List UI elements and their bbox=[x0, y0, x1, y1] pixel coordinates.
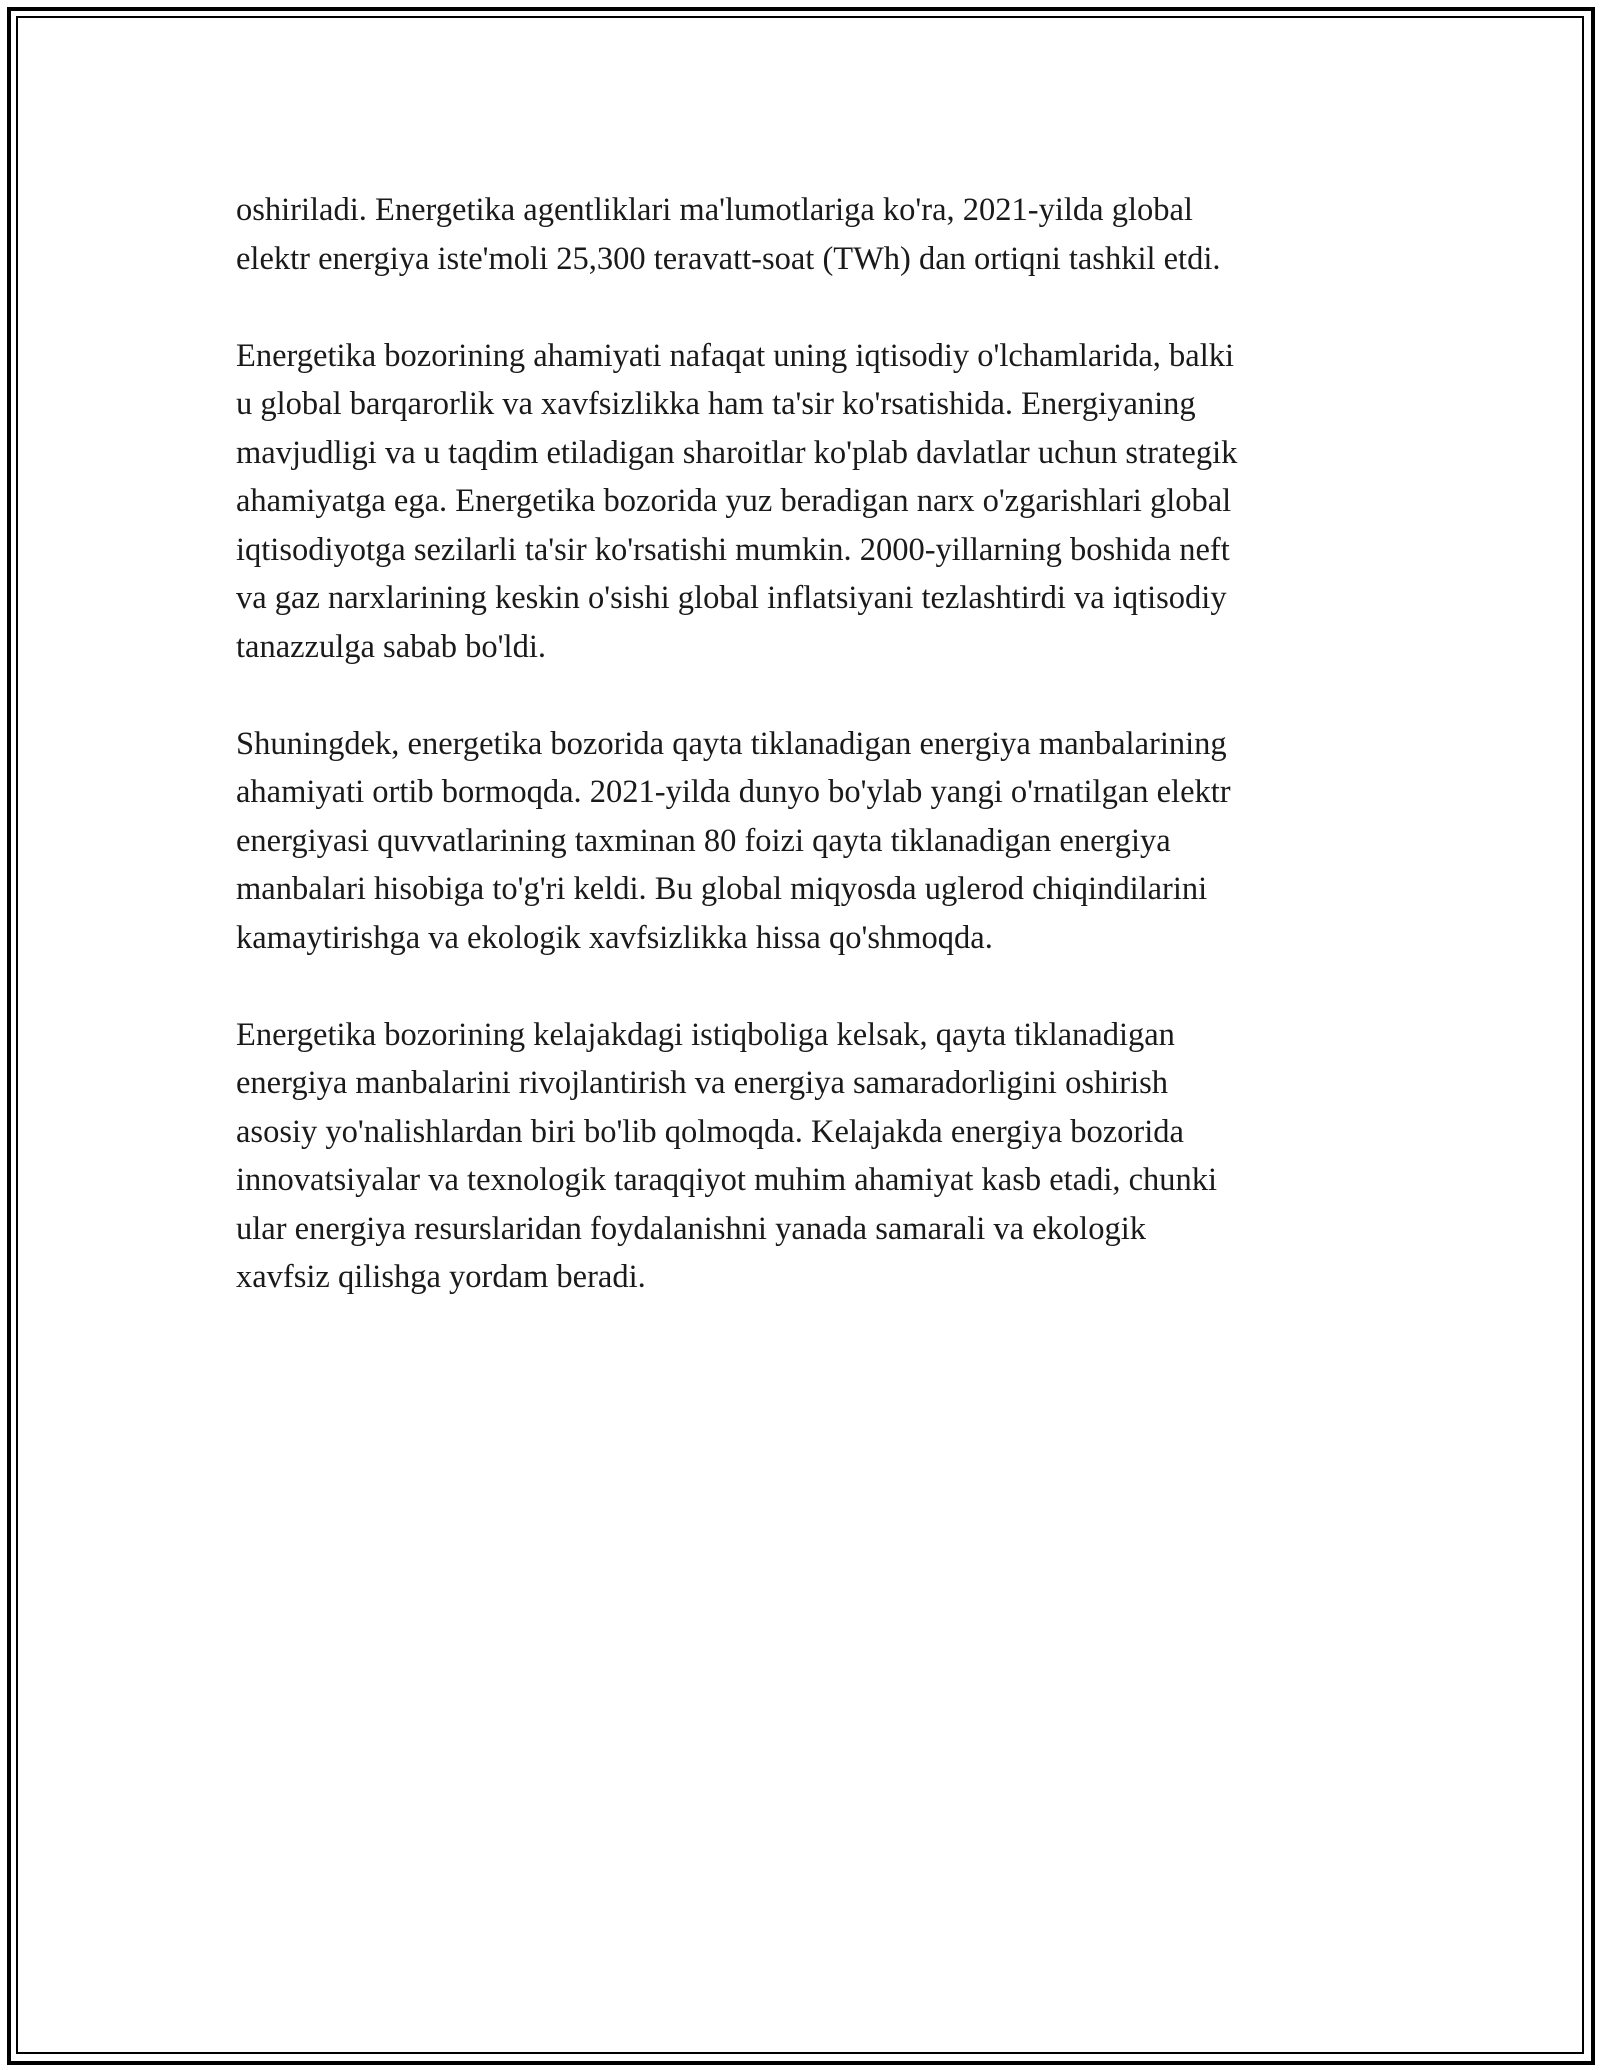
paragraph-line: Shuningdek, energetika bozorida qayta tiklanadigan energiya manbalarining bbox=[236, 725, 1227, 762]
paragraph-4 bbox=[236, 1011, 1396, 1302]
paragraph-2 bbox=[236, 332, 1396, 672]
paragraph-line: manbalari hisobiga to'g'ri keldi. Bu global miqyosda uglerod chiqindilarini bbox=[236, 871, 1208, 907]
paragraph-line: Energetika bozorining ahamiyati nafaqat uning iqtisodiy o'lchamlarida, balki bbox=[236, 337, 1235, 374]
document-body bbox=[236, 186, 1396, 1350]
paragraph-line: elektr energiya iste'moli 25,300 teravatt-soat (TWh) dan ortiqni tashkil etdi. bbox=[236, 240, 1221, 277]
paragraph-line: iqtisodiyotga sezilarli ta'sir ko'rsatishi mumkin. 2000-yillarning boshida neft bbox=[236, 531, 1230, 568]
paragraph-line: energiyasi quvvatlarining taxminan 80 foizi qayta tiklanadigan energiya bbox=[236, 822, 1171, 859]
paragraph-line: mavjudligi va u taqdim etiladigan sharoitlar ko'plab davlatlar uchun strategik bbox=[236, 434, 1238, 471]
paragraph-line: energiya manbalarini rivojlantirish va energiya samaradorligini oshirish bbox=[236, 1065, 1169, 1101]
paragraph-line: kamaytirishga va ekologik xavfsizlikka hissa qo'shmoqda. bbox=[236, 919, 993, 956]
paragraph-line: ular energiya resurslaridan foydalanishni yanada samarali va ekologik bbox=[236, 1210, 1146, 1247]
paragraph-line: ahamiyatga ega. Energetika bozorida yuz beradigan narx o'zgarishlari global bbox=[236, 483, 1232, 519]
paragraph-1 bbox=[236, 186, 1396, 283]
paragraph-line: tanazzulga sabab bo'ldi. bbox=[236, 628, 546, 665]
paragraph-line: innovatsiyalar va texnologik taraqqiyot muhim ahamiyat kasb etadi, chunki bbox=[236, 1162, 1218, 1198]
paragraph-line: va gaz narxlarining keskin o'sishi global inflatsiyani tezlashtirdi va iqtisodiy bbox=[236, 580, 1227, 616]
paragraph-line: xavfsiz qilishga yordam beradi. bbox=[236, 1259, 646, 1295]
paragraph-line: u global barqarorlik va xavfsizlikka ham ta'sir ko'rsatishida. Energiyaning bbox=[236, 386, 1196, 422]
paragraph-line: Energetika bozorining kelajakdagi istiqboliga kelsak, qayta tiklanadigan bbox=[236, 1016, 1175, 1053]
paragraph-line: oshiriladi. Energetika agentliklari ma'lumotlariga ko'ra, 2021-yilda global bbox=[236, 192, 1193, 228]
paragraph-line: asosiy yo'nalishlardan biri bo'lib qolmoqda. Kelajakda energiya bozorida bbox=[236, 1113, 1184, 1150]
paragraph-3 bbox=[236, 720, 1396, 963]
paragraph-line: ahamiyati ortib bormoqda. 2021-yilda dunyo bo'ylab yangi o'rnatilgan elektr bbox=[236, 774, 1231, 810]
